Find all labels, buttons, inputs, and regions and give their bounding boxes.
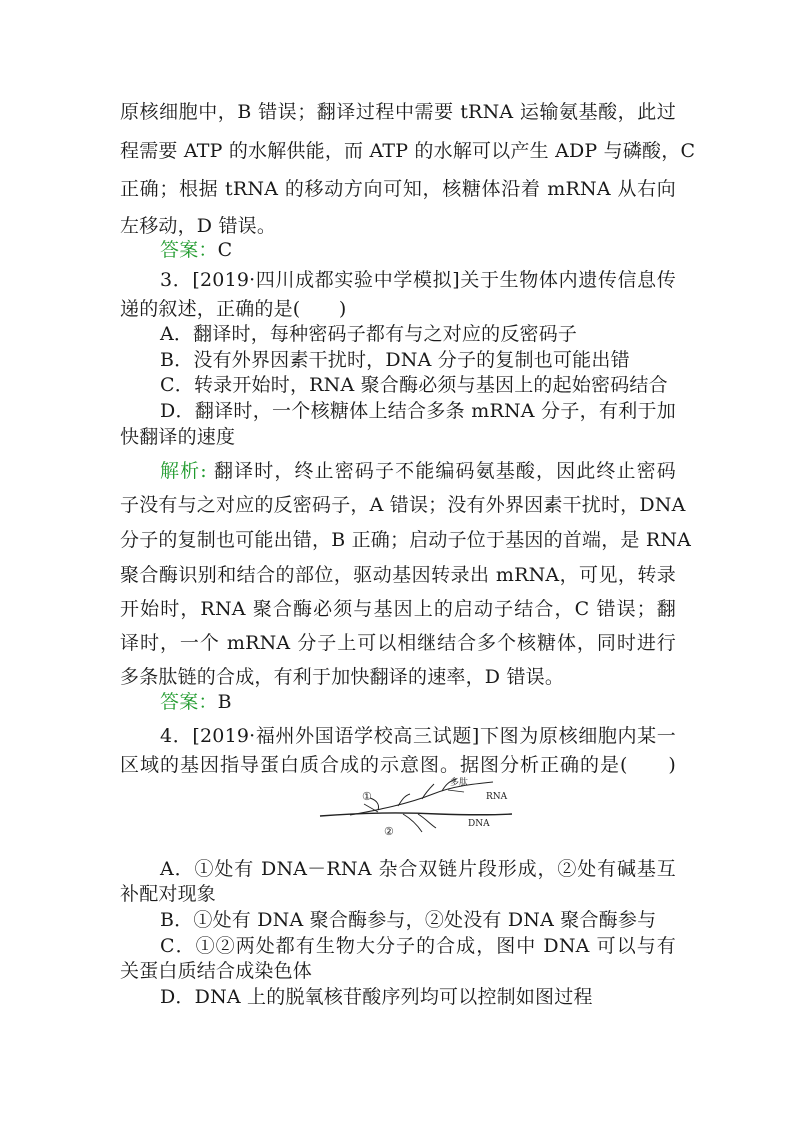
text-line: 正确；根据 tRNA 的移动方向可知，核糖体沿着 mRNA 从右向	[120, 178, 676, 200]
option-d: D．翻译时，一个核糖体上结合多条 mRNA 分子，有利于加	[160, 400, 676, 422]
rna-branch	[418, 814, 436, 828]
peptide-label: 多肽	[450, 778, 469, 788]
answer-label: 答案：	[160, 239, 218, 261]
circle-1-label: ①	[362, 790, 372, 803]
question-stem: 递的叙述，正确的是( )	[120, 298, 347, 320]
circle-2-label: ②	[384, 825, 394, 836]
analysis-line: 子没有与之对应的反密码子，A 错误；没有外界因素干扰时，DNA	[120, 494, 686, 516]
option-c-cont: 关蛋白质结合成染色体	[120, 960, 313, 982]
question-stem: 4．[2019·福州外国语学校高三试题]下图为原核细胞内某一	[160, 725, 676, 747]
option-d: D．DNA 上的脱氧核苷酸序列均可以控制如图过程	[160, 986, 593, 1008]
analysis-line: 译时，一个 mRNA 分子上可以相继结合多个核糖体，同时进行	[120, 632, 676, 654]
peptide-chain	[422, 784, 434, 799]
rna-branch	[403, 814, 422, 832]
option-c: C．转录开始时，RNA 聚合酶必须与基因上的起始密码结合	[160, 374, 668, 396]
analysis-line: 聚合酶识别和结合的部位，驱动基因转录出 mRNA，可见，转录	[120, 564, 676, 586]
option-a: A．①处有 DNA－RNA 杂合双链片段形成，②处有碱基互	[160, 858, 676, 880]
question-stem: 区域的基因指导蛋白质合成的示意图。据图分析正确的是( )	[120, 754, 676, 776]
dna-label: DNA	[468, 819, 490, 829]
analysis-line: 分子的复制也可能出错，B 正确；启动子位于基因的首端，是 RNA	[120, 529, 692, 551]
dna-strand	[320, 813, 512, 816]
answer-line	[160, 689, 676, 715]
option-a: A．翻译时，每种密码子都有与之对应的反密码子	[160, 323, 578, 345]
analysis-line: 多条肽链的合成，有利于加快翻译的速率，D 错误。	[120, 666, 565, 688]
answer-value: B	[217, 691, 232, 713]
analysis-label: 解析:	[160, 460, 207, 482]
transcription-translation-figure	[318, 774, 514, 836]
analysis-line: 解析: 翻译时，终止密码子不能编码氨基酸，因此终止密码	[160, 460, 676, 482]
analysis-line: 开始时，RNA 聚合酶必须与基因上的启动子结合，C 错误；翻	[120, 598, 676, 620]
option-d-cont: 快翻译的速度	[120, 426, 236, 448]
question-stem: 3．[2019·四川成都实验中学模拟]关于生物体内遗传信息传	[160, 269, 676, 291]
pointer-line	[448, 790, 464, 792]
answer-line	[160, 237, 676, 263]
option-b: B．①处有 DNA 聚合酶参与，②处没有 DNA 聚合酶参与	[160, 909, 657, 931]
option-c: C．①②两处都有生物大分子的合成，图中 DNA 可以与有	[160, 935, 676, 957]
text-line: 左移动，D 错误。	[120, 215, 277, 237]
option-a-cont: 补配对现象	[120, 883, 217, 905]
option-b: B．没有外界因素干扰时，DNA 分子的复制也可能出错	[160, 349, 630, 371]
text-line: 程需要 ATP 的水解供能，而 ATP 的水解可以产生 ADP 与磷酸，C	[120, 140, 696, 162]
text-line: 原核细胞中，B 错误；翻译过程中需要 tRNA 运输氨基酸，此过	[120, 101, 676, 123]
answer-value: C	[217, 239, 233, 261]
answer-label: 答案：	[160, 691, 218, 713]
rna-label: RNA	[486, 792, 508, 802]
